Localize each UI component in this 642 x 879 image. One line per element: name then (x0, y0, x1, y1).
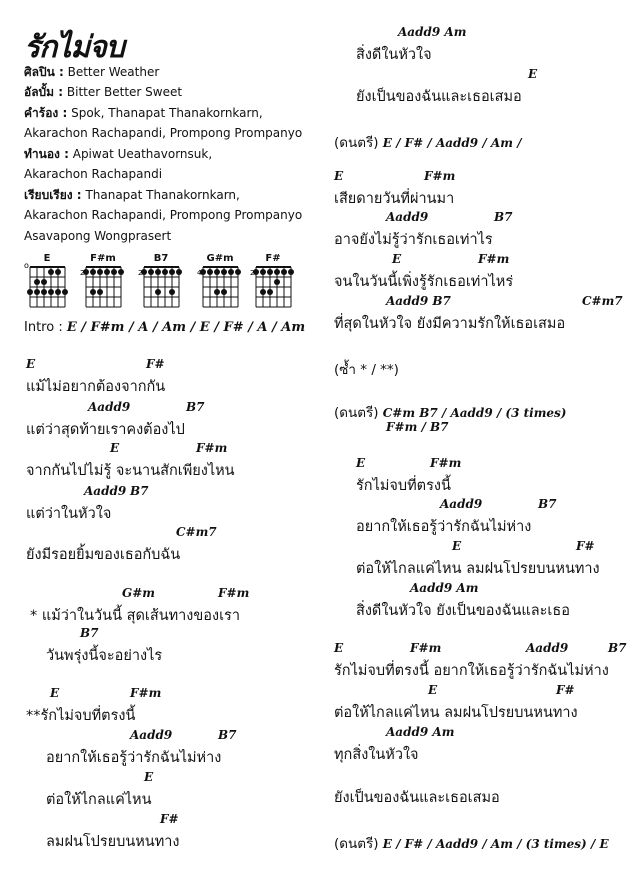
chord-label: E (392, 252, 402, 266)
chord-label: E (334, 169, 344, 183)
lyric-line: ยังเป็นของฉันและเธอเสมอ (334, 790, 500, 806)
chord-label: Aadd9 (84, 484, 127, 498)
chord-label: F#m (410, 641, 442, 655)
chord-label: E (356, 456, 366, 470)
svg-text:2: 2 (138, 269, 143, 277)
chord-label: Aadd9 (526, 641, 569, 655)
lyric-line: ยังเป็นของฉันและเธอเสมอ (356, 89, 522, 105)
chord-diagram (197, 253, 243, 311)
note-chords: E / F# / Aadd9 / Am / (3 times) / E (378, 837, 609, 851)
svg-text:o: o (24, 261, 29, 270)
fretboard-grid (197, 265, 243, 311)
artist-line (24, 64, 159, 80)
chord-label: F# (556, 683, 575, 697)
lyric-line: ต่อให้ไกลแค่ไหน ลมฝนโปรยบนหนทาง (356, 561, 600, 577)
chord-label: F#m (478, 252, 510, 266)
lyric-line: รักไม่จบที่ตรงนี้ (356, 478, 451, 494)
chord-diagram (138, 253, 184, 311)
chord-label: F#m (196, 441, 228, 455)
lyric-line: เสียดายวันที่ผ่านมา (334, 191, 455, 207)
lyric-line: แต่ว่าสุดท้ายเราคงต้องไป (26, 422, 185, 438)
chord-label: Aadd9 B7 (386, 294, 451, 308)
lyric-line: จนในวันนี้เพิ่งรู้รักเธอเท่าไหร่ (334, 274, 514, 290)
lyric-line: สิ่งดีในหัวใจ ยังเป็นของฉันและเธอ (356, 603, 570, 619)
note-chords: C#m B7 / Aadd9 / (3 times) (378, 406, 567, 420)
arranger-label: เรียบเรียง : (24, 188, 82, 202)
chord-label: F#m (424, 169, 456, 183)
chord-label: B7 (538, 497, 557, 511)
intro-label: Intro : (24, 320, 63, 335)
lyric-line: **รักไม่จบที่ตรงนี้ (26, 708, 136, 724)
lyric-line: * แม้ว่าในวันนี้ สุดเส้นทางของเรา (30, 608, 240, 624)
lyric-line: แต่ว่าในหัวใจ (26, 506, 112, 522)
arranger-line (24, 187, 240, 203)
lyric-line: วันพรุ่งนี้จะอย่างไร (46, 648, 163, 664)
artist-label: ศิลปิน : (24, 65, 64, 79)
chord-label: E (26, 357, 36, 371)
lyric-line: ต่อให้ไกลแค่ไหน ลมฝนโปรยบนหนทาง (334, 705, 578, 721)
note-label: (ดนตรี) (334, 836, 379, 852)
chord-label: B7 (494, 210, 513, 224)
chord-label: F# (146, 357, 165, 371)
arranger-value-1: Thanapat Thanakornkarn, (85, 188, 240, 202)
lyric-line: แม้ไม่อยากต้องจากกัน (26, 379, 166, 395)
section-note (334, 832, 609, 854)
chord-label: Aadd9 Am (386, 725, 455, 739)
chord-label: E (144, 770, 154, 784)
lyricist-value-1: Spok, Thanapat Thanakornkarn, (71, 106, 263, 120)
chord-label: B7 (80, 626, 99, 640)
chord-label: F#m (218, 586, 250, 600)
chord-label: B7 (186, 400, 205, 414)
chord-diagram-name: G#m (206, 253, 234, 264)
lyric-line: ลมฝนโปรยบนหนทาง (46, 834, 180, 850)
lyric-line: อยากให้เธอรู้ว่ารักฉันไม่ห่าง (356, 519, 532, 535)
chord-diagram-name: F# (265, 253, 281, 264)
melody-value-2: Akarachon Rachapandi (24, 167, 163, 181)
chord-label: C#m7 (176, 525, 217, 539)
lyric-line: ต่อให้ไกลแค่ไหน (46, 792, 152, 808)
chord-label: F# (576, 539, 595, 553)
album-line (24, 84, 182, 100)
chord-label: Aadd9 (386, 210, 429, 224)
note-label: (ดนตรี) (334, 135, 379, 151)
chord-label: E (50, 686, 60, 700)
arranger-value-3: Asavapong Wongprasert (24, 229, 172, 243)
section-note (334, 358, 399, 380)
note-chords: E / F# / Aadd9 / Am / (378, 136, 522, 150)
chord-diagram (80, 253, 126, 311)
album-value: Bitter Better Sweet (66, 85, 183, 99)
lyric-line: สิ่งดีในหัวใจ (356, 47, 432, 63)
chord-label: Aadd9 Am (410, 581, 479, 595)
chord-label: E (452, 539, 462, 553)
lyricist-value-2: Akarachon Rachapandi, Prompong Prompanyo (24, 126, 303, 140)
chord-label: F#m / B7 (386, 420, 449, 434)
section-note (334, 131, 521, 153)
intro-line (24, 320, 305, 335)
chord-label: B7 (608, 641, 627, 655)
chord-label: E (528, 67, 538, 81)
melody-line (24, 146, 212, 162)
chord-label: E (428, 683, 438, 697)
lyric-line: รักไม่จบที่ตรงนี้ อยากให้เธอรู้ว่ารักฉันไม่ห่าง (334, 663, 609, 679)
chord-label: F#m (430, 456, 462, 470)
chord-diagram-name: F#m (90, 253, 116, 264)
lyric-line: อาจยังไม่รู้ว่ารักเธอเท่าไร (334, 232, 493, 248)
chord-diagram (24, 253, 70, 311)
note-label: (ซ้ำ * / **) (334, 362, 399, 378)
chord-label: B7 (218, 728, 237, 742)
lyricist-label: คำร้อง : (24, 106, 68, 120)
chord-label: Aadd9 Am (398, 25, 467, 39)
album-label: อัลบั้ม : (24, 85, 64, 99)
fretboard-grid (250, 265, 296, 311)
lyric-line: ยังมีรอยยิ้มของเธอกับฉัน (26, 547, 181, 563)
chord-label: Aadd9 (130, 728, 173, 742)
note-label: (ดนตรี) (334, 405, 379, 421)
intro-chords: E / F#m / A / Am / E / F# / A / Am (66, 320, 306, 335)
melody-label: ทำนอง : (24, 147, 69, 161)
lyricist-line (24, 105, 263, 121)
svg-text:4: 4 (197, 269, 202, 277)
chord-label: E (110, 441, 120, 455)
chord-label: E (334, 641, 344, 655)
chord-label: F#m (130, 686, 162, 700)
fretboard-grid (24, 261, 70, 311)
chord-label: C#m7 (582, 294, 623, 308)
chord-label: G#m (122, 586, 155, 600)
fretboard-grid (80, 265, 126, 311)
chord-label: F# (160, 812, 179, 826)
melody-value-1: Apiwat Ueathavornsuk, (72, 147, 213, 161)
chord-diagram (250, 253, 296, 311)
chord-diagram-name: B7 (153, 253, 169, 264)
lyric-line: อยากให้เธอรู้ว่ารักฉันไม่ห่าง (46, 750, 222, 766)
arranger-value-2: Akarachon Rachapandi, Prompong Prompanyo (24, 208, 303, 222)
chord-label: Aadd9 (88, 400, 131, 414)
chord-diagram-name: E (43, 253, 51, 264)
lyric-line: ทุกสิ่งในหัวใจ (334, 747, 419, 763)
song-title: รักไม่จบ (24, 30, 124, 65)
svg-text:2: 2 (250, 269, 255, 277)
lyric-line: ที่สุดในหัวใจ ยังมีความรักให้เธอเสมอ (334, 316, 566, 332)
fretboard-grid (138, 265, 184, 311)
svg-text:2: 2 (80, 269, 85, 277)
artist-value: Better Weather (67, 65, 160, 79)
lyric-line: จากกันไปไม่รู้ จะนานสักเพียงไหน (26, 463, 235, 479)
chord-label: Aadd9 (440, 497, 483, 511)
chord-label: B7 (130, 484, 149, 498)
section-note (334, 401, 566, 423)
